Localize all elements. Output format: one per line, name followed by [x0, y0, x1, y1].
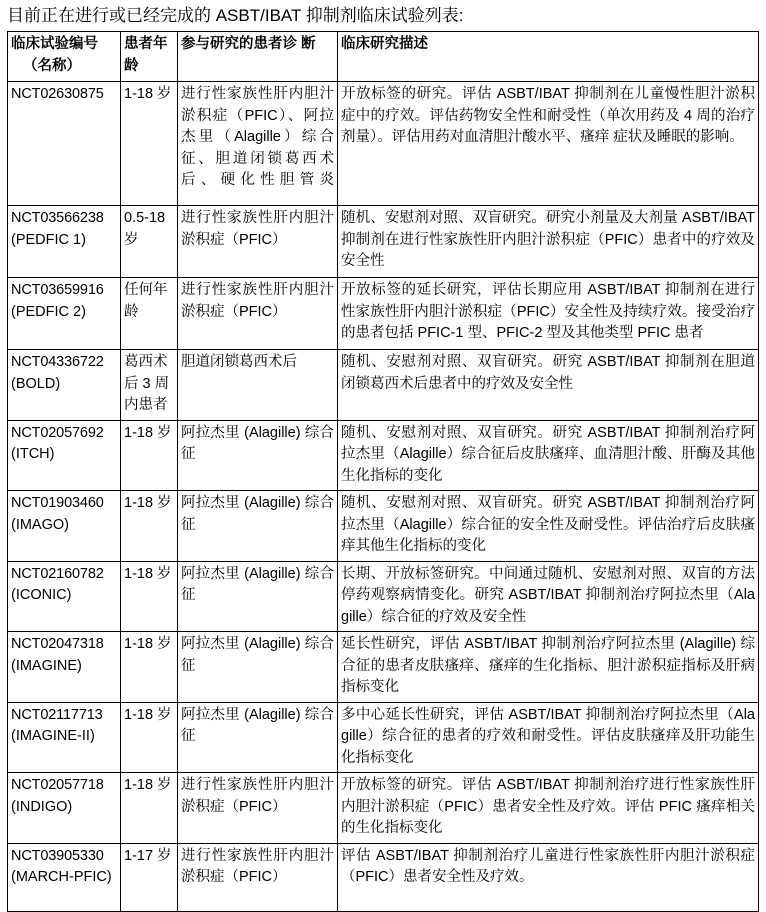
column-header-trial-id-line1: 临床试验编号	[11, 36, 98, 52]
table-header	[8, 32, 759, 82]
trial-nct-number: NCT03659916	[11, 282, 104, 298]
cell-trial-id	[8, 702, 121, 773]
trial-alias: (PEDFIC 1)	[11, 231, 86, 248]
cell-age: 1-18 岁	[121, 702, 178, 773]
trial-alias: (PEDFIC 2)	[11, 303, 86, 320]
cell-trial-id	[8, 491, 121, 562]
cell-age: 葛西术后 3 周内患者	[121, 350, 178, 421]
column-header-diagnosis-line1: 参与研究的患者诊	[181, 36, 297, 52]
cell-description: 开放标签的延长研究，评估长期应用 ASBT/IBAT 抑制剂在进行性家族性肝内胆汁淤积症（PFIC）安全性及持续疗效。接受治疗的患者包括 PFIC-1 型、PFIC-2 型及其他类型 PFIC 患者	[338, 278, 759, 350]
cell-description: 长期、开放标签研究。中间通过随机、安慰剂对照、双盲的方法停药观察病情变化。研究 ASBT/IBAT 抑制剂治疗阿拉杰里（Alagille）综合征的疗效及安全性	[338, 561, 759, 632]
page-title: 目前正在进行或已经完成的 ASBT/IBAT 抑制剂临床试验列表:	[7, 6, 464, 25]
trial-nct-number: NCT04336722	[11, 354, 104, 370]
trial-nct-number: NCT02630875	[11, 86, 104, 102]
cell-diagnosis: 胆道闭锁葛西术后	[178, 350, 338, 421]
cell-description: 开放标签的研究。评估 ASBT/IBAT 抑制剂治疗进行性家族性肝内胆汁淤积症（PFIC）患者安全性及疗效。评估 PFIC 瘙痒相关的生化指标变化	[338, 773, 759, 844]
cell-age: 任何年龄	[121, 278, 178, 350]
trial-nct-number: NCT02057718	[11, 777, 104, 793]
trial-alias: (INDIGO)	[11, 798, 73, 815]
trial-nct-number: NCT02057692	[11, 424, 104, 441]
table-row	[8, 843, 759, 911]
column-header-diagnosis-line2: 断	[301, 36, 316, 52]
cell-trial-id	[8, 206, 121, 278]
cell-description: 随机、安慰剂对照、双盲研究。研究 ASBT/IBAT 抑制剂在胆道闭锁葛西术后患者中的疗效及安全性	[338, 350, 759, 421]
trial-alias: (BOLD)	[11, 375, 61, 392]
column-header-age-line1: 患者年龄	[124, 36, 168, 74]
trial-alias: (MARCH-PFIC)	[11, 869, 112, 885]
cell-diagnosis: 进行性家族性肝内胆汁淤积症（PFIC）	[178, 773, 338, 844]
table-row	[8, 82, 759, 206]
table-header-row	[8, 32, 759, 82]
trial-alias: (IMAGINE-II)	[11, 728, 95, 744]
cell-trial-id	[8, 278, 121, 350]
cell-diagnosis: 阿拉杰里 (Alagille) 综合征	[178, 561, 338, 632]
cell-diagnosis: 进行性家族性肝内胆汁淤积症（PFIC）	[178, 206, 338, 278]
cell-age: 1-17 岁	[121, 843, 178, 911]
table-row	[8, 206, 759, 278]
cell-age: 1-18 岁	[121, 773, 178, 844]
cell-diagnosis: 进行性家族性肝内胆汁淤积症（PFIC）、阿拉杰里（Alagille）综合征、胆道闭锁葛西术后、硬化性胆管炎	[178, 82, 338, 206]
cell-description: 多中心延长性研究，评估 ASBT/IBAT 抑制剂治疗阿拉杰里（Alagille）综合征的患者的疗效和耐受性。评估皮肤瘙痒及肝功能生化指标变化	[338, 702, 759, 773]
column-header-trial-id	[8, 32, 121, 82]
trial-nct-number: NCT02047318	[11, 636, 104, 652]
cell-description: 开放标签的研究。评估 ASBT/IBAT 抑制剂在儿童慢性胆汁淤积症中的疗效。评估药物安全性和耐受性（单次用药及 4 周的治疗剂量）。评估用药对血清胆汁酸水平、瘙痒 症状及睡眠的影响。	[338, 82, 759, 206]
trial-alias: (ICONIC)	[11, 587, 72, 603]
cell-age: 0.5-18 岁	[121, 206, 178, 278]
table-row	[8, 278, 759, 350]
cell-trial-id	[8, 561, 121, 632]
trial-nct-number: NCT02117713	[11, 706, 103, 723]
cell-diagnosis: 阿拉杰里 (Alagille) 综合征	[178, 632, 338, 703]
cell-trial-id	[8, 773, 121, 844]
trial-alias: (IMAGINE)	[11, 657, 82, 674]
cell-description: 随机、安慰剂对照、双盲研究。研究 ASBT/IBAT 抑制剂治疗阿拉杰里（Alagille）综合征后皮肤瘙痒、血清胆汁酸、肝酶及其他生化指标的变化	[338, 420, 759, 491]
trial-alias: (ITCH)	[11, 446, 55, 462]
cell-trial-id	[8, 843, 121, 911]
cell-description: 随机、安慰剂对照、双盲研究。研究 ASBT/IBAT 抑制剂治疗阿拉杰里（Alagille）综合征的安全性及耐受性。评估治疗后皮肤瘙痒其他生化指标的变化	[338, 491, 759, 562]
table-row	[8, 773, 759, 844]
trial-alias: (IMAGO)	[11, 516, 69, 533]
cell-age: 1-18 岁	[121, 82, 178, 206]
cell-trial-id	[8, 632, 121, 703]
trial-nct-number: NCT02160782	[11, 565, 104, 582]
cell-description: 评估 ASBT/IBAT 抑制剂治疗儿童进行性家族性肝内胆汁淤积症（PFIC）患者安全性及疗效。	[338, 843, 759, 911]
table-row	[8, 632, 759, 703]
cell-trial-id	[8, 350, 121, 421]
column-header-description-line1: 临床研究描述	[341, 36, 428, 52]
cell-trial-id	[8, 420, 121, 491]
trial-nct-number: NCT03566238	[11, 210, 104, 226]
cell-description: 延长性研究，评估 ASBT/IBAT 抑制剂治疗阿拉杰里 (Alagille) 综合征的患者皮肤瘙痒、瘙痒的生化指标、胆汁淤积症指标及肝病指标变化	[338, 632, 759, 703]
cell-age: 1-18 岁	[121, 491, 178, 562]
cell-diagnosis: 阿拉杰里 (Alagille) 综合征	[178, 491, 338, 562]
cell-age: 1-18 岁	[121, 632, 178, 703]
cell-age: 1-18 岁	[121, 420, 178, 491]
cell-description: 随机、安慰剂对照、双盲研究。研究小剂量及大剂量 ASBT/IBAT 抑制剂在进行性家族性肝内胆汁淤积症（PFIC）患者中的疗效及安全性	[338, 206, 759, 278]
cell-trial-id	[8, 82, 121, 206]
clinical-trials-table	[7, 31, 759, 912]
column-header-diagnosis	[178, 32, 338, 82]
table-row	[8, 702, 759, 773]
cell-diagnosis: 阿拉杰里 (Alagille) 综合征	[178, 702, 338, 773]
table-row	[8, 350, 759, 421]
column-header-description	[338, 32, 759, 82]
cell-age: 1-18 岁	[121, 561, 178, 632]
column-header-age	[121, 32, 178, 82]
cell-diagnosis: 进行性家族性肝内胆汁淤积症（PFIC）	[178, 278, 338, 350]
table-row	[8, 420, 759, 491]
trial-nct-number: NCT01903460	[11, 495, 104, 511]
cell-diagnosis: 进行性家族性肝内胆汁淤积症（PFIC）	[178, 843, 338, 911]
table-row	[8, 561, 759, 632]
column-header-trial-id-line2: （名称）	[23, 57, 81, 74]
trial-nct-number: NCT03905330	[11, 847, 104, 864]
table-body	[8, 82, 759, 912]
table-row	[8, 491, 759, 562]
cell-diagnosis: 阿拉杰里 (Alagille) 综合征	[178, 420, 338, 491]
